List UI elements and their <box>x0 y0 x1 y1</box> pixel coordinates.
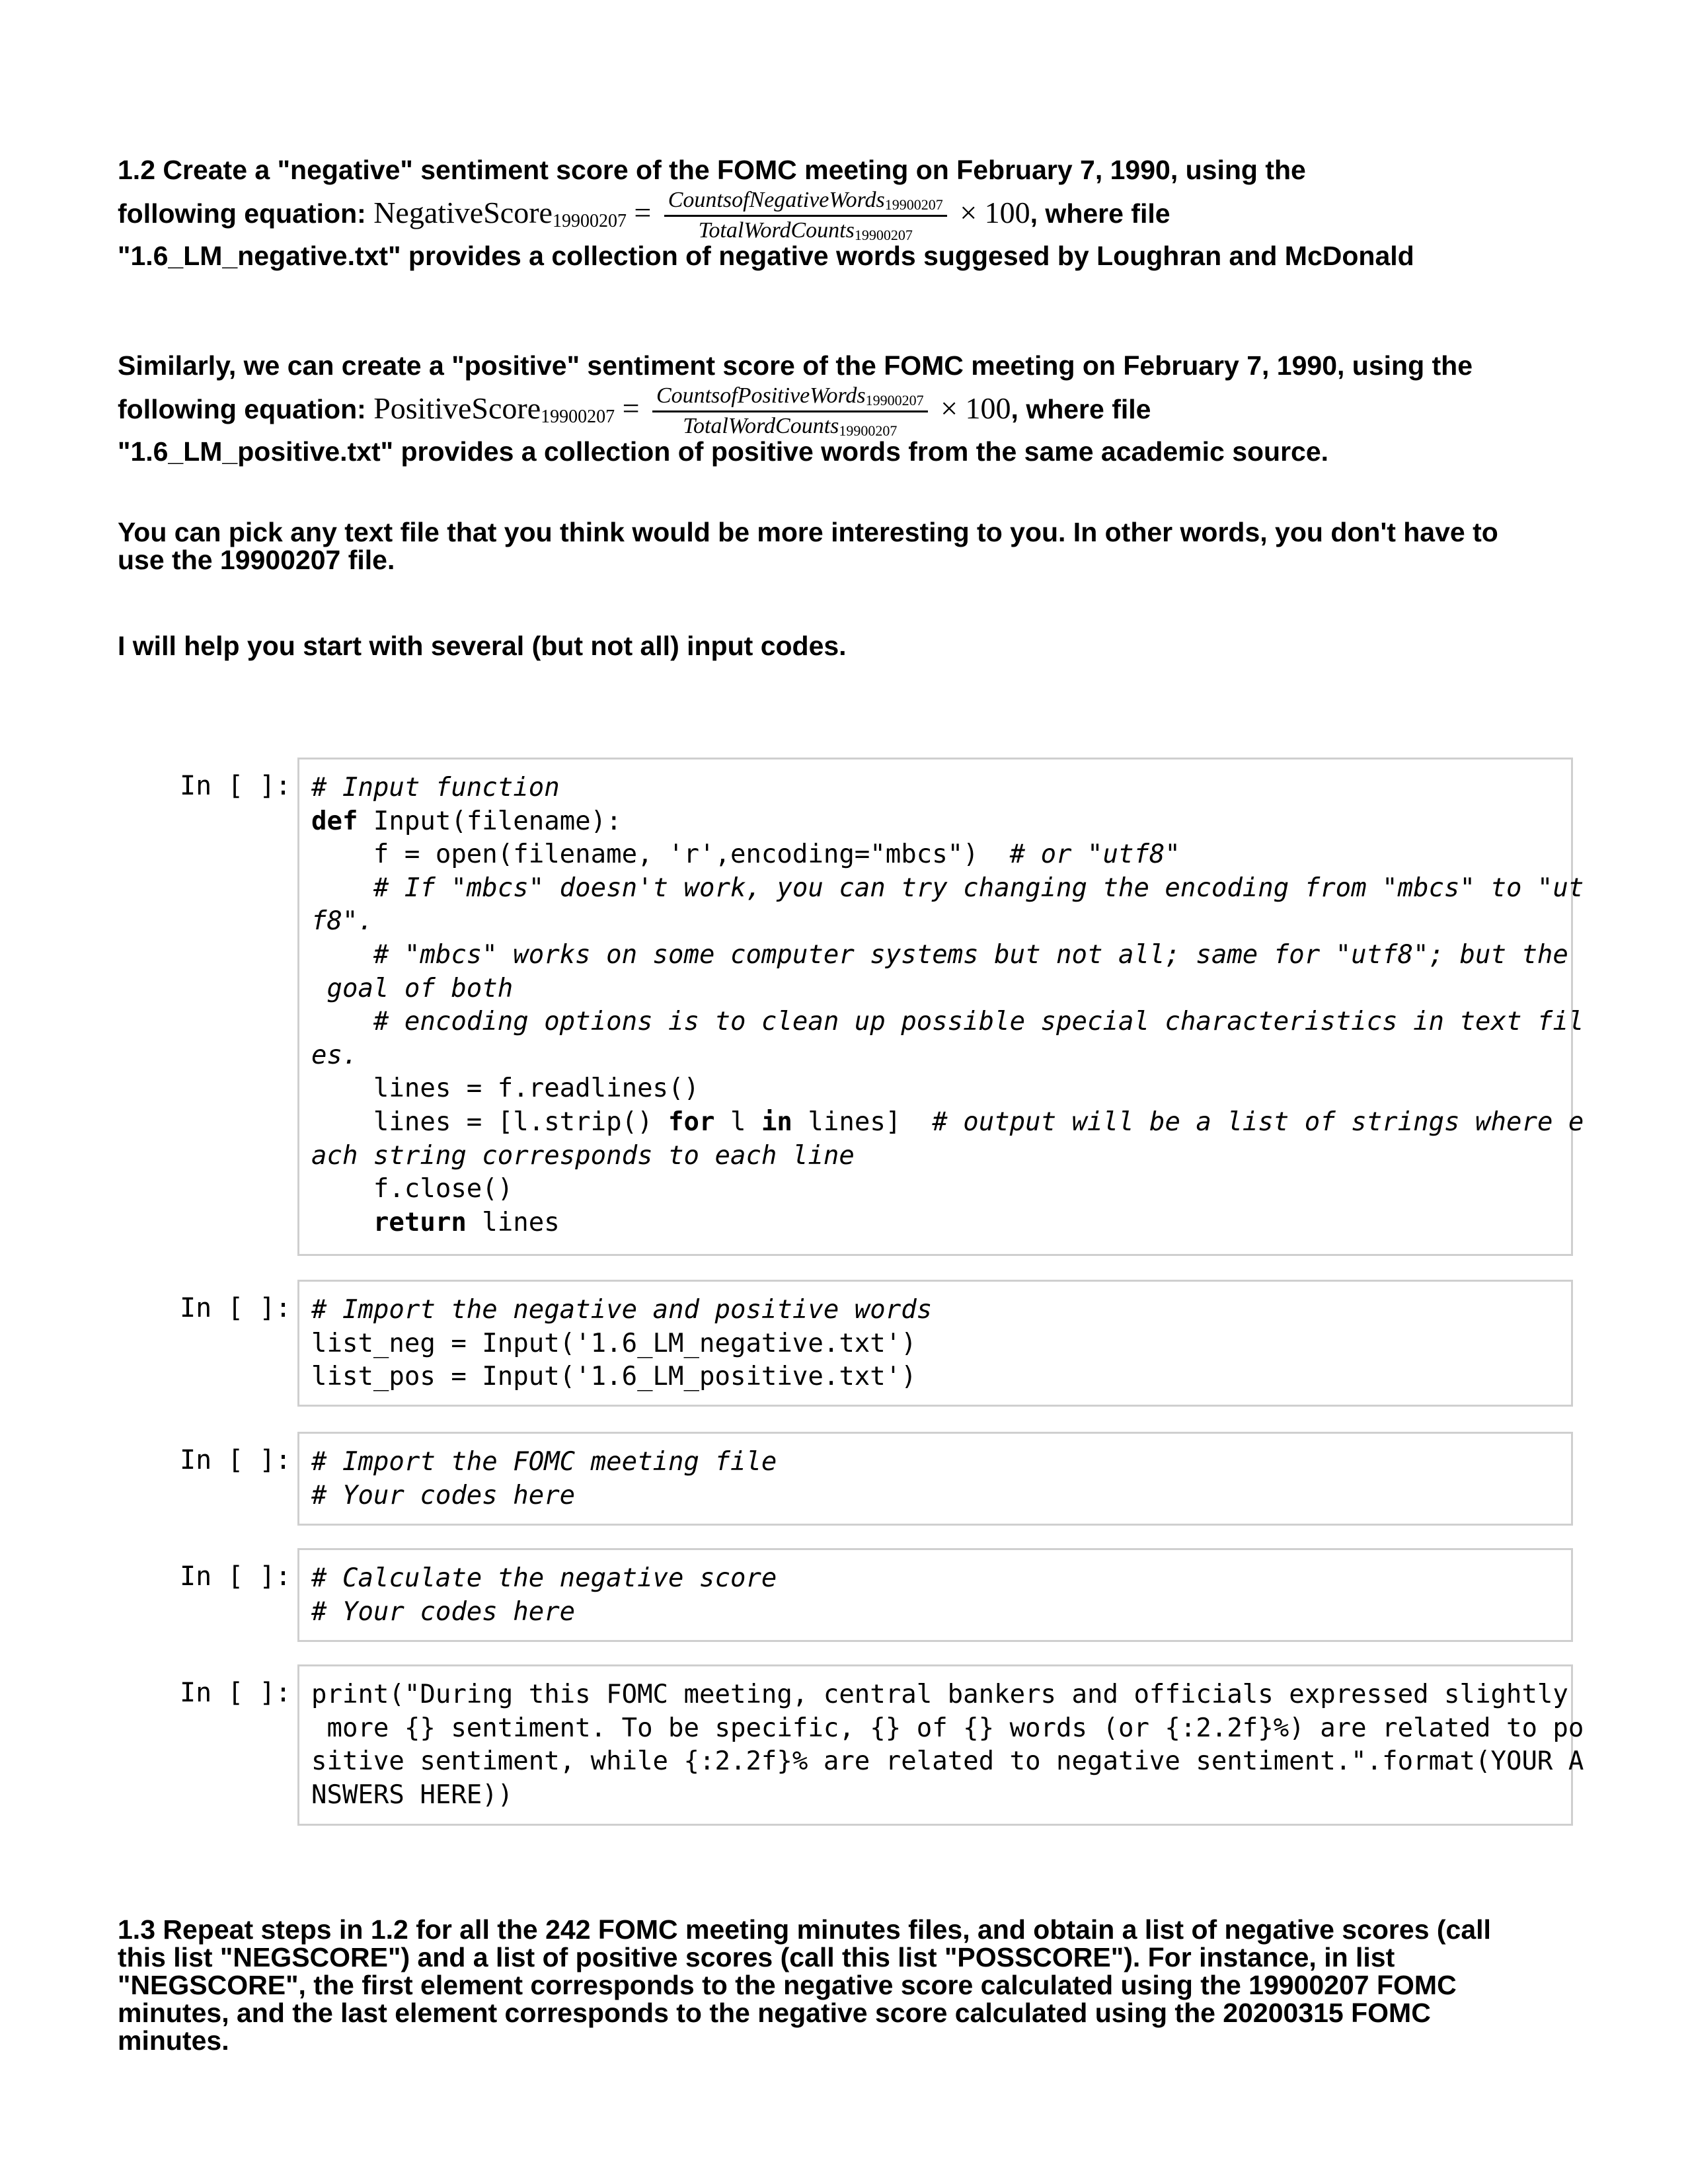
section-1-2 <box>118 156 1558 270</box>
code-editor[interactable] <box>297 1664 1584 1826</box>
times-hundred: × 100 <box>960 196 1030 229</box>
fraction-denominator: TotalWordCounts$_{19900207}$ <box>683 413 898 439</box>
fraction-denominator: TotalWordCounts$_{19900207}$ <box>698 217 913 243</box>
section-1-3 <box>118 1916 1558 2054</box>
code-editor[interactable] <box>297 1432 1573 1526</box>
section-1-3-line: minutes, and the last element corresponds to the negative score calculated using the 20200315 FOMC <box>118 1998 1431 2028</box>
code-line-def: def Input(filename): <box>311 806 622 836</box>
section-1-3-line: "NEGSCORE", the first element corresponds to the negative score calculated using the 19900207 FOMC <box>118 1970 1457 2000</box>
equation-lead: following equation: <box>118 394 366 424</box>
negative-score-symbol: NegativeScore$_{19900207}$ <box>373 196 627 231</box>
section-1-3-line: this list "NEGSCORE") and a list of positive scores (call this list "POSSCORE"). For instance, in list <box>118 1942 1395 1972</box>
section-1-2-line1: 1.2 Create a "negative" sentiment score of the FOMC meeting on February 7, 1990, using the <box>118 155 1306 185</box>
fraction-numerator: CountsofNegativeWords$_{19900207}$ <box>664 189 947 217</box>
section-1-3-line: minutes. <box>118 2025 229 2056</box>
positive-equation-line <box>118 379 1558 438</box>
equation-tail: , where file <box>1011 394 1151 424</box>
code-line-return: return lines <box>373 1207 560 1237</box>
cell-prompt: In [ ]: <box>180 1445 291 1475</box>
equation-lead: following equation: <box>118 198 366 229</box>
pick-file-line2: use the 19900207 file. <box>118 545 395 575</box>
cell-prompt: In [ ]: <box>180 1293 291 1323</box>
code-text: # Import the negative and positive words list_neg = Input('1.6_LM_negative.txt') list_pos = Input('1.6_LM_positive.txt') <box>311 1295 933 1392</box>
equals-sign: = <box>622 391 640 425</box>
positive-fraction <box>652 385 928 438</box>
negative-equation-line <box>118 184 1558 242</box>
help-paragraph <box>118 632 1558 660</box>
cell-prompt: In [ ]: <box>180 1561 291 1592</box>
similarly-line1: Similarly, we can create a "positive" sentiment score of the FOMC meeting on February 7, 1990, using the <box>118 350 1473 381</box>
times-hundred: × 100 <box>940 391 1011 425</box>
help-line: I will help you start with several (but not all) input codes. <box>118 631 847 661</box>
equals-sign: = <box>634 196 652 229</box>
pick-file-paragraph <box>118 518 1558 574</box>
section-1-2-line3: "1.6_LM_negative.txt" provides a collection of negative words suggesed by Loughran and McDonald <box>118 241 1414 271</box>
negative-fraction <box>664 189 947 243</box>
code-line-strip: lines = [l.strip() for l in lines] # output will be a list of strings where e <box>311 1107 1584 1137</box>
code-editor[interactable] <box>297 1280 1573 1407</box>
code-editor[interactable] <box>297 758 1584 1256</box>
code-text: print("During this FOMC meeting, central bankers and officials expressed slightly more {} sentiment. To be specific, {} of {} words (or {:2.2f}%) are related to po sitive sentiment, while {:2.2f}% are related to negative sentiment.".format(YOUR A NSWERS HERE)) <box>311 1680 1584 1810</box>
code-text: # Input function def Input(filename): f = open(filename, 'r',encoding="mbcs") # or "utf8" # If "mbcs" doesn't work, you can try changing the encoding from "mbcs" to "ut f8". # "mbcs" works on some computer systems but not all; same for "utf8"; but the goal of both # encoding options is to clean up possible special characteristics in text fil es. lines = f.readlines() lines = [l.strip() for l in lines] # output will be a list of strings where e ach string corresponds to each line f.close() return lines <box>311 773 1584 1237</box>
equation-tail: , where file <box>1030 198 1170 229</box>
cell-prompt: In [ ]: <box>180 771 291 801</box>
code-text: # Import the FOMC meeting file # Your codes here <box>311 1447 777 1510</box>
positive-score-symbol: PositiveScore$_{19900207}$ <box>373 391 615 427</box>
fraction-numerator: CountsofPositiveWords$_{19900207}$ <box>652 385 928 412</box>
code-editor[interactable] <box>297 1548 1573 1642</box>
pick-file-line1: You can pick any text file that you think would be more interesting to you. In other words, you don't have to <box>118 517 1498 547</box>
cell-prompt: In [ ]: <box>180 1678 291 1708</box>
similarly-line3: "1.6_LM_positive.txt" provides a collection of positive words from the same academic source. <box>118 436 1329 467</box>
code-line-open: f = open(filename, 'r',encoding="mbcs") # or "utf8" <box>311 839 1180 870</box>
code-text: # Calculate the negative score # Your codes here <box>311 1563 777 1627</box>
similarly-paragraph <box>118 352 1558 465</box>
section-1-3-line: 1.3 Repeat steps in 1.2 for all the 242 FOMC meeting minutes files, and obtain a list of negative scores (call <box>118 1914 1491 1945</box>
